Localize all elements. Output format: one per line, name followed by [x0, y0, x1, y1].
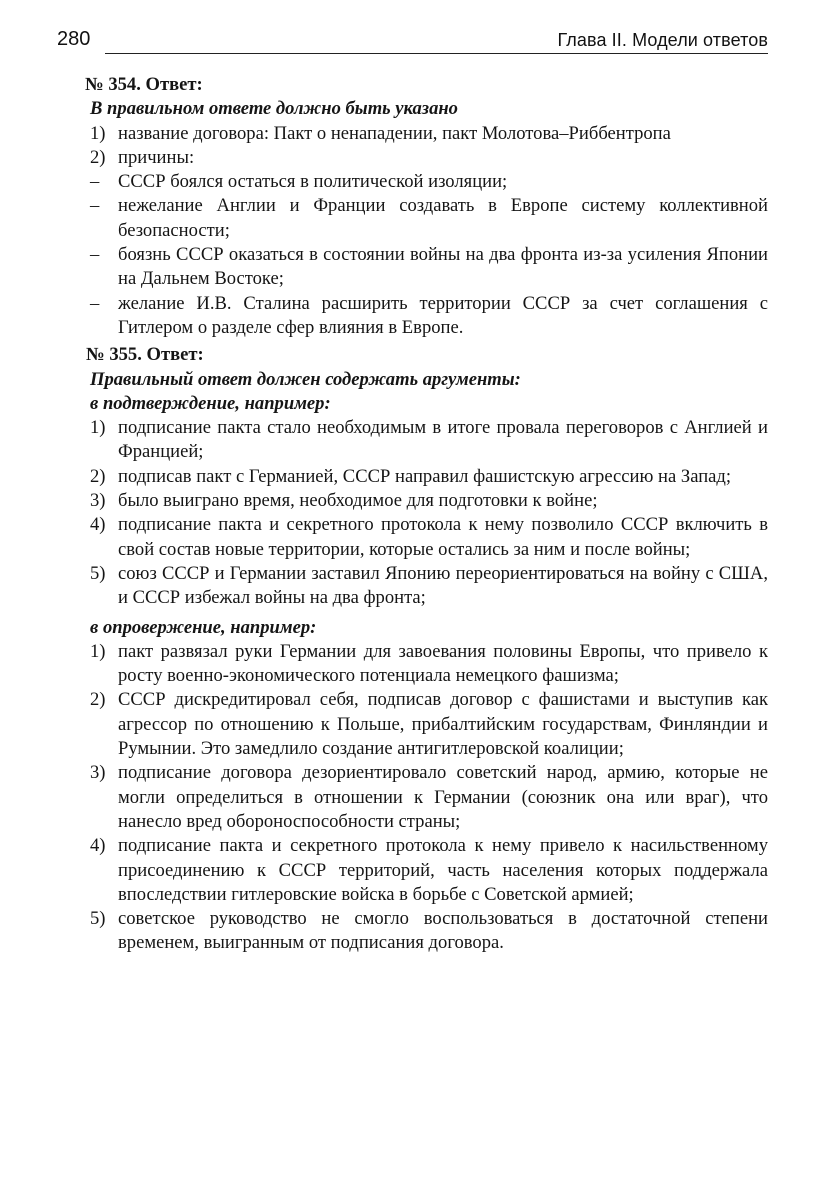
list-marker: 2): [90, 146, 106, 168]
contra-argument-2: [90, 688, 768, 761]
contra-arguments-label: в опровержение, например:: [90, 616, 317, 638]
question-355-title: № 355. Ответ:: [86, 344, 204, 366]
list-item-text: подписание пакта и секретного протокола к нему позволило СССР включить в свой состав новые территории, которые остались за ним и после войны;: [118, 514, 768, 560]
list-marker: 2): [90, 465, 106, 487]
question-354-subtitle: В правильном ответе должно быть указано: [90, 98, 458, 120]
pro-argument-3: [90, 489, 768, 513]
question-354-title: № 354. Ответ:: [85, 74, 203, 95]
list-item-text: нежелание Англии и Франции создавать в Европе систему коллективной безопасности;: [118, 195, 768, 241]
dash-marker: –: [90, 171, 100, 193]
list-marker: 1): [90, 417, 106, 439]
list-marker: 3): [90, 490, 106, 512]
list-item-text: подписание договора дезориентировало советский народ, армию, которые не могли определиться в отношении к Германии (союзник она или враг), что нанесло вред обороноспособности страны;: [118, 762, 768, 832]
list-item-text: подписание пакта и секретного протокола к нему привело к насильственному присоединению к СССР территорий, часть населения которых поддержала впоследствии гитлеровские войска в борьбе с Советской армией;: [118, 835, 768, 905]
question-355-subtitle: Правильный ответ должен содержать аргументы:: [90, 368, 521, 390]
answer-354-reason-1: [90, 170, 768, 194]
answer-354-reason-3: [90, 243, 768, 292]
list-marker: 1): [90, 122, 106, 144]
chapter-title: Глава II. Модели ответов: [557, 30, 768, 50]
pro-argument-1: [90, 416, 768, 465]
answer-354-item-1: [90, 122, 768, 146]
list-item-text: подписав пакт с Германией, СССР направил фашистскую агрессию на Запад;: [118, 465, 732, 487]
list-item-text: причины:: [118, 146, 195, 168]
contra-argument-5: [90, 907, 768, 956]
list-item-text: желание И.В. Сталина расширить территории СССР за счет соглашения с Гитлером о разделе сфер влияния в Европе.: [118, 292, 768, 338]
pro-arguments-label: в подтверждение, например:: [90, 392, 331, 414]
dash-marker: –: [90, 292, 100, 314]
contra-argument-1: [90, 640, 768, 689]
list-item-text: подписание пакта стало необходимым в итоге провала переговоров с Англией и Францией;: [118, 417, 768, 463]
list-marker: 1): [90, 640, 106, 662]
answer-354-reason-4: [90, 292, 768, 341]
dash-marker: –: [90, 244, 100, 266]
list-item-text: название договора: Пакт о ненападении, пакт Молотова–Риббентропа: [118, 122, 671, 144]
page-header: [57, 24, 768, 58]
answer-354-reason-2: [90, 194, 768, 243]
list-marker: 2): [90, 689, 106, 711]
list-item-text: пакт развязал руки Германии для завоевания половины Европы, что привело к росту военно-экономического потенциала немецкого фашизма;: [118, 640, 768, 687]
answer-354-item-2: [90, 146, 768, 170]
list-marker: 5): [90, 562, 106, 584]
header-rule: [105, 53, 768, 54]
dash-marker: –: [90, 195, 100, 217]
pro-argument-2: [90, 465, 768, 489]
list-item-text: СССР боялся остаться в политической изоляции;: [118, 171, 508, 193]
list-item-text: было выиграно время, необходимое для подготовки к войне;: [118, 490, 598, 512]
list-item-text: боязнь СССР оказаться в состоянии войны на два фронта из-за усиления Японии на Дальнем Востоке;: [118, 244, 768, 290]
contra-argument-3: [90, 761, 768, 834]
page-number: 280: [57, 28, 91, 50]
list-marker: 3): [90, 762, 106, 784]
pro-argument-5: [90, 562, 768, 611]
list-marker: 5): [90, 908, 106, 930]
list-item-text: союз СССР и Германии заставил Японию переориентироваться на войну с США, и СССР избежал войны на два фронта;: [118, 562, 768, 609]
list-item-text: СССР дискредитировал себя, подписав договор с фашистами и выступив как агрессор по отношению к Польше, прибалтийским государствам, Финляндии и Румынии. Это замедлило создание антигитлеровской коалиции;: [118, 689, 768, 760]
contra-argument-4: [90, 834, 768, 907]
list-marker: 4): [90, 835, 106, 857]
page-content: [85, 73, 768, 956]
list-marker: 4): [90, 514, 106, 536]
pro-argument-4: [90, 513, 768, 562]
list-item-text: советское руководство не смогло воспользоваться в достаточной степени временем, выигранным от подписания договора.: [118, 908, 768, 954]
